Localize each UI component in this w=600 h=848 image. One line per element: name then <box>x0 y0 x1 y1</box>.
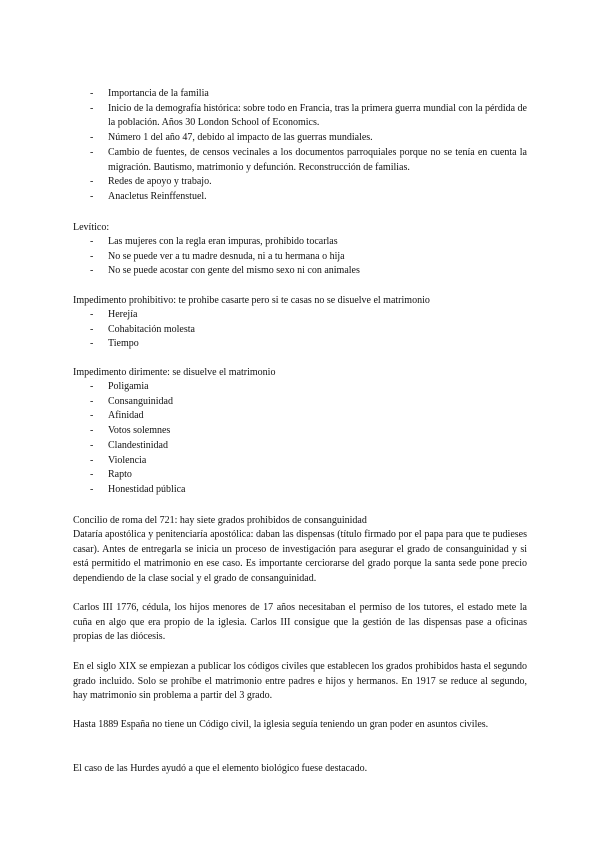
hurdes-paragraph: El caso de las Hurdes ayudó a que el elemento biológico fuese destacado. <box>73 763 368 774</box>
list-item: - Poligamia <box>73 380 527 395</box>
prohibitivo-heading: Impedimento prohibitivo: te prohibe casarte pero si te casas no se disuelve el matrimonio <box>73 295 430 306</box>
list-item: - Número 1 del año 47, debido al impacto de las guerras mundiales. <box>73 131 527 146</box>
list-item: - Inicio de la demografía histórica: sobre todo en Francia, tras la primera guerra mundial con la pérdida de la población. Años 30 London School of Economics. <box>73 102 527 131</box>
list-item: - Cohabitación molesta <box>73 323 527 338</box>
list-item: - Clandestinidad <box>73 439 527 454</box>
list-item: - Las mujeres con la regla eran impuras, prohibido tocarlas <box>73 235 527 250</box>
carlos-paragraph: Carlos III 1776, cédula, los hijos menores de 17 años necesitaban el permiso de los tutores, el estado mete la cuña en algo que era propio de la iglesia. Carlos III consigue que la gestión de las dispensas pase a oficinas propias de las diócesis. <box>73 602 527 643</box>
list-item: - Rapto <box>73 468 527 483</box>
list-item: - No se puede acostar con gente del mismo sexo ni con animales <box>73 264 527 279</box>
list-item: - Importancia de la familia <box>73 87 527 102</box>
list-item: - Tiempo <box>73 337 527 352</box>
dirimente-heading: Impedimento dirimente: se disuelve el matrimonio <box>73 367 276 378</box>
dirimente-list <box>73 380 527 498</box>
prohibitivo-list <box>73 308 527 352</box>
list-item: - Cambio de fuentes, de censos vecinales a los documentos parroquiales porque no se tenía en cuenta la migración. Bautismo, matrimonio y defunción. Reconstrucción de familias. <box>73 146 527 175</box>
list-item: - Consanguinidad <box>73 395 527 410</box>
intro-list <box>73 87 527 205</box>
levitico-heading: Levítico: <box>73 222 110 233</box>
list-item: - Violencia <box>73 454 527 469</box>
list-item: - Anacletus Reinffenstuel. <box>73 190 527 205</box>
dataria-paragraph: Dataría apostólica y penitenciaría apostólica: daban las dispensas (título firmado por el papa para que te pudieses casar). Antes de entregarla se inicia un proceso de investigación para asegurar el grado de consanguinidad y si está permitido el matrimonio en ese caso. Es importante cerciorarse del grado porque la santa sede pone precio dependiendo de la clase social y el grado de consanguinidad. <box>73 529 527 585</box>
espana-paragraph: Hasta 1889 España no tiene un Código civil, la iglesia seguía teniendo un gran poder en asuntos civiles. <box>73 719 489 730</box>
list-item: - Redes de apoyo y trabajo. <box>73 175 527 190</box>
list-item: - Herejía <box>73 308 527 323</box>
levitico-list <box>73 235 527 279</box>
concilio-line: Concilio de roma del 721: hay siete grados prohibidos de consanguinidad <box>73 515 367 526</box>
list-item: - No se puede ver a tu madre desnuda, ni a tu hermana o hija <box>73 250 527 265</box>
list-item: - Honestidad pública <box>73 483 527 498</box>
siglo-xix-paragraph: En el siglo XIX se empiezan a publicar los códigos civiles que establecen los grados prohibidos hasta el segundo grado incluido. Solo se prohíbe el matrimonio entre padres e hijos y hermanos. En 1917 se reduce al segundo, hay matrimonio sin problema a partir del 3 grado. <box>73 661 527 702</box>
list-item: - Afinidad <box>73 409 527 424</box>
list-item: - Votos solemnes <box>73 424 527 439</box>
